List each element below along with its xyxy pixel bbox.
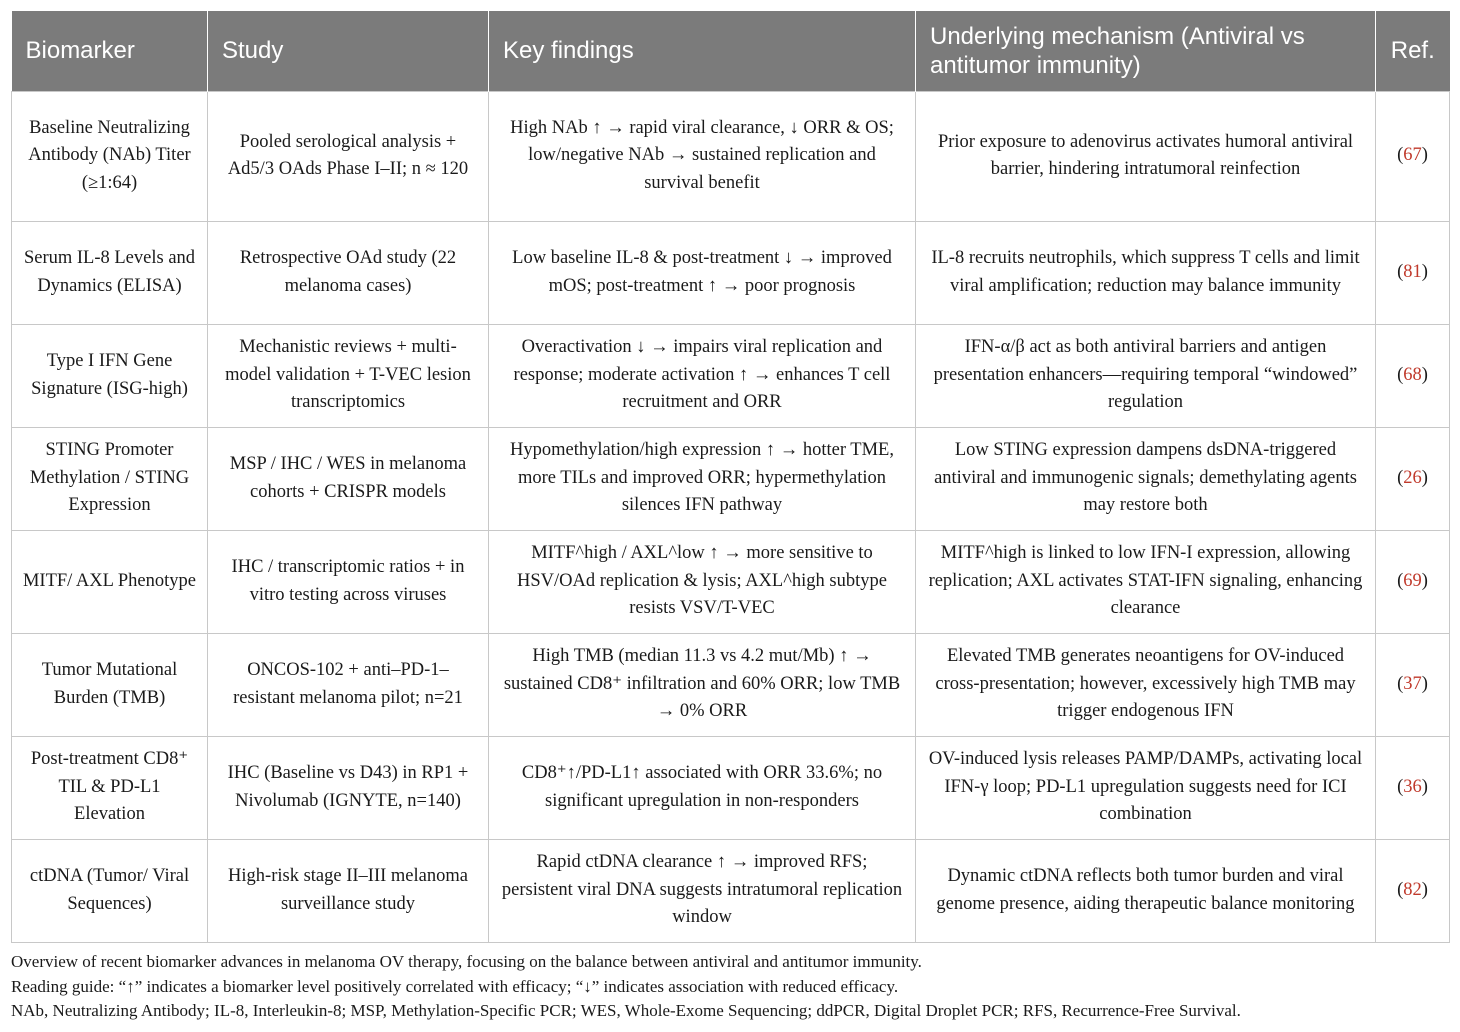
- cell-study: High-risk stage II–III melanoma surveillance study: [208, 839, 489, 942]
- header-key-findings: Key findings: [489, 11, 916, 91]
- table-row: [12, 91, 1450, 221]
- cell-findings: CD8⁺↑/PD-L1↑ associated with ORR 33.6%; no significant upregulation in non-responders: [489, 736, 916, 839]
- cell-ref[interactable]: (68): [1376, 324, 1450, 427]
- table-row: [12, 839, 1450, 942]
- cell-biomarker: Post-treatment CD8⁺ TIL & PD-L1 Elevation: [12, 736, 208, 839]
- header-mechanism: Underlying mechanism (Antiviral vs antitumor immunity): [916, 11, 1376, 91]
- cell-biomarker: Tumor Mutational Burden (TMB): [12, 633, 208, 736]
- table-row: [12, 736, 1450, 839]
- ref-link[interactable]: 37: [1403, 673, 1422, 694]
- cell-ref[interactable]: (69): [1376, 530, 1450, 633]
- cell-study: Mechanistic reviews + multi-model validation + T-VEC lesion transcriptomics: [208, 324, 489, 427]
- biomarker-table: [11, 11, 1450, 943]
- cell-mechanism: Prior exposure to adenovirus activates humoral antiviral barrier, hindering intratumoral reinfection: [916, 91, 1376, 221]
- table-row: [12, 324, 1450, 427]
- ref-link[interactable]: 81: [1403, 261, 1422, 282]
- ref-link[interactable]: 67: [1403, 145, 1422, 166]
- cell-ref[interactable]: (26): [1376, 427, 1450, 530]
- cell-study: Retrospective OAd study (22 melanoma cases): [208, 221, 489, 324]
- cell-mechanism: Dynamic ctDNA reflects both tumor burden and viral genome presence, aiding therapeutic balance monitoring: [916, 839, 1376, 942]
- cell-ref[interactable]: (82): [1376, 839, 1450, 942]
- table-row: [12, 633, 1450, 736]
- ref-link[interactable]: 69: [1403, 570, 1422, 591]
- cell-biomarker: Serum IL-8 Levels and Dynamics (ELISA): [12, 221, 208, 324]
- cell-ref[interactable]: (67): [1376, 91, 1450, 221]
- cell-mechanism: Low STING expression dampens dsDNA-triggered antiviral and immunogenic signals; demethylating agents may restore both: [916, 427, 1376, 530]
- footnote-abbreviations: NAb, Neutralizing Antibody; IL-8, Interleukin-8; MSP, Methylation-Specific PCR; WES, Whole-Exome Sequencing; ddPCR, Digital Droplet PCR; RFS, Recurrence-Free Survival.: [11, 1001, 1241, 1020]
- cell-study: IHC (Baseline vs D43) in RP1 + Nivolumab (IGNYTE, n=140): [208, 736, 489, 839]
- table-row: [12, 530, 1450, 633]
- cell-biomarker: Baseline Neutralizing Antibody (NAb) Titer (≥1:64): [12, 91, 208, 221]
- cell-biomarker: STING Promoter Methylation / STING Expression: [12, 427, 208, 530]
- ref-link[interactable]: 26: [1403, 467, 1422, 488]
- cell-findings: High NAb ↑ → rapid viral clearance, ↓ ORR & OS; low/negative NAb → sustained replication and survival benefit: [489, 91, 916, 221]
- cell-mechanism: MITF^high is linked to low IFN-I expression, allowing replication; AXL activates STAT-IFN signaling, enhancing clearance: [916, 530, 1376, 633]
- cell-findings: High TMB (median 11.3 vs 4.2 mut/Mb) ↑ → sustained CD8⁺ infiltration and 60% ORR; low TMB → 0% ORR: [489, 633, 916, 736]
- cell-biomarker: ctDNA (Tumor/ Viral Sequences): [12, 839, 208, 942]
- cell-mechanism: Elevated TMB generates neoantigens for OV-induced cross-presentation; however, excessively high TMB may trigger endogenous IFN: [916, 633, 1376, 736]
- cell-study: Pooled serological analysis + Ad5/3 OAds Phase I–II; n ≈ 120: [208, 91, 489, 221]
- header-biomarker: Biomarker: [12, 11, 208, 91]
- cell-biomarker: MITF/ AXL Phenotype: [12, 530, 208, 633]
- cell-mechanism: IL-8 recruits neutrophils, which suppress T cells and limit viral amplification; reduction may balance immunity: [916, 221, 1376, 324]
- cell-mechanism: OV-induced lysis releases PAMP/DAMPs, activating local IFN-γ loop; PD-L1 upregulation suggests need for ICI combination: [916, 736, 1376, 839]
- biomarker-table-container: [11, 11, 1449, 943]
- header-ref: Ref.: [1376, 11, 1450, 91]
- cell-findings: Low baseline IL-8 & post-treatment ↓ → improved mOS; post-treatment ↑ → poor prognosis: [489, 221, 916, 324]
- table-footnotes: [11, 950, 1451, 1024]
- table-row: [12, 427, 1450, 530]
- cell-study: MSP / IHC / WES in melanoma cohorts + CRISPR models: [208, 427, 489, 530]
- table-row: [12, 221, 1450, 324]
- cell-findings: Hypomethylation/high expression ↑ → hotter TME, more TILs and improved ORR; hypermethylation silences IFN pathway: [489, 427, 916, 530]
- cell-findings: Rapid ctDNA clearance ↑ → improved RFS; persistent viral DNA suggests intratumoral replication window: [489, 839, 916, 942]
- ref-link[interactable]: 68: [1403, 364, 1422, 385]
- ref-link[interactable]: 36: [1403, 776, 1422, 797]
- cell-ref[interactable]: (37): [1376, 633, 1450, 736]
- cell-findings: Overactivation ↓ → impairs viral replication and response; moderate activation ↑ → enhances T cell recruitment and ORR: [489, 324, 916, 427]
- header-study: Study: [208, 11, 489, 91]
- cell-study: IHC / transcriptomic ratios + in vitro testing across viruses: [208, 530, 489, 633]
- cell-findings: MITF^high / AXL^low ↑ → more sensitive to HSV/OAd replication & lysis; AXL^high subtype resists VSV/T-VEC: [489, 530, 916, 633]
- cell-ref[interactable]: (36): [1376, 736, 1450, 839]
- cell-biomarker: Type I IFN Gene Signature (ISG-high): [12, 324, 208, 427]
- footnote-reading-guide: Reading guide: “↑” indicates a biomarker level positively correlated with efficacy; “↓” indicates association with reduced efficacy.: [11, 976, 899, 996]
- ref-link[interactable]: 82: [1403, 879, 1422, 900]
- cell-mechanism: IFN-α/β act as both antiviral barriers and antigen presentation enhancers—requiring temporal “windowed” regulation: [916, 324, 1376, 427]
- table-header-row: [12, 11, 1450, 91]
- footnote-overview: Overview of recent biomarker advances in melanoma OV therapy, focusing on the balance between antiviral and antitumor immunity.: [11, 952, 922, 971]
- cell-ref[interactable]: (81): [1376, 221, 1450, 324]
- cell-study: ONCOS-102 + anti–PD-1–resistant melanoma pilot; n=21: [208, 633, 489, 736]
